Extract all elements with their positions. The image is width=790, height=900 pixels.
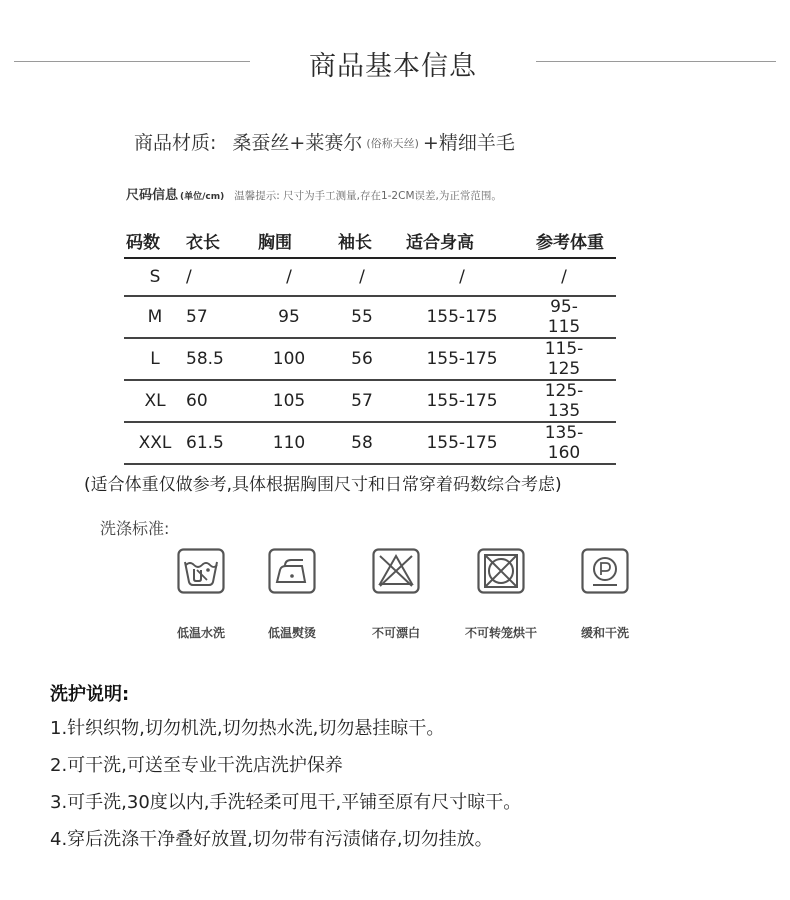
cell-chest: 100	[258, 338, 338, 380]
table-row	[124, 296, 616, 338]
material-value-main: 桑蚕丝+莱赛尔	[232, 132, 363, 154]
table-row	[124, 422, 616, 464]
header-height: 适合身高	[406, 224, 536, 258]
size-info-line	[126, 184, 502, 203]
table-row	[124, 258, 616, 296]
cell-size: S	[124, 258, 186, 296]
cell-length: 61.5	[186, 422, 258, 464]
material-line	[134, 128, 515, 155]
cell-sleeve: 56	[338, 338, 406, 380]
cell-weight: 95-115	[536, 296, 616, 338]
cell-weight: 135-160	[536, 422, 616, 464]
material-value-rest: +精细羊毛	[422, 132, 515, 154]
wash-standard-title: 洗涤标准:	[100, 519, 170, 538]
cell-size: M	[124, 296, 186, 338]
list-item: 4.穿后洗涤干净叠好放置,切勿带有污渍储存,切勿挂放。	[50, 829, 493, 850]
cell-weight: 125-135	[536, 380, 616, 422]
cell-height: /	[406, 258, 536, 296]
cell-chest: /	[258, 258, 338, 296]
symbol-label-tumble: 不可转笼烘干	[464, 626, 537, 640]
cell-weight: 115-125	[536, 338, 616, 380]
cell-chest: 105	[258, 380, 338, 422]
cell-length: 57	[186, 296, 258, 338]
cell-length: /	[186, 258, 258, 296]
care-instructions-list	[50, 714, 521, 862]
low-temp-wash-icon	[177, 548, 225, 594]
material-value	[232, 132, 514, 154]
cell-sleeve: 58	[338, 422, 406, 464]
cell-size: XXL	[124, 422, 186, 464]
list-item: 2.可干洗,可送至专业干洗店洗护保养	[50, 755, 343, 776]
header-sleeve: 袖长	[338, 224, 406, 258]
table-row	[124, 380, 616, 422]
cell-sleeve: /	[338, 258, 406, 296]
size-info-unit: (单位/cm)	[180, 192, 225, 202]
page-title: 商品基本信息	[309, 51, 477, 82]
material-label: 商品材质:	[134, 132, 217, 154]
cell-size: L	[124, 338, 186, 380]
cell-height: 155-175	[406, 296, 536, 338]
cell-length: 58.5	[186, 338, 258, 380]
cell-size: XL	[124, 380, 186, 422]
header-size: 码数	[124, 224, 186, 258]
cell-chest: 110	[258, 422, 338, 464]
cell-height: 155-175	[406, 338, 536, 380]
section-header	[0, 38, 790, 86]
cell-length: 60	[186, 380, 258, 422]
cell-sleeve: 57	[338, 380, 406, 422]
header-chest: 胸围	[258, 224, 338, 258]
symbol-label-wash: 低温水洗	[176, 626, 225, 640]
header-divider-left	[14, 61, 250, 62]
cell-height: 155-175	[406, 422, 536, 464]
list-item: 1.针织织物,切勿机洗,切勿热水洗,切勿悬挂晾干。	[50, 718, 445, 739]
cell-sleeve: 55	[338, 296, 406, 338]
cell-height: 155-175	[406, 380, 536, 422]
table-row	[124, 338, 616, 380]
cell-chest: 95	[258, 296, 338, 338]
header-divider-right	[536, 61, 776, 62]
material-value-note: (俗称天丝)	[366, 137, 419, 150]
low-temp-iron-icon	[268, 548, 316, 594]
care-instructions-title: 洗护说明:	[50, 684, 130, 705]
no-tumble-dry-icon	[477, 548, 525, 594]
header-length: 衣长	[186, 224, 258, 258]
gentle-dry-clean-icon	[581, 548, 629, 594]
cell-weight: /	[536, 258, 616, 296]
weight-note: (适合体重仅做参考,具体根据胸围尺寸和日常穿着码数综合考虑)	[84, 475, 562, 495]
list-item: 3.可手洗,30度以内,手洗轻柔可甩干,平铺至原有尺寸晾干。	[50, 792, 522, 813]
size-info-tip: 温馨提示: 尺寸为手工测量,存在1-2CM误差,为正常范围。	[234, 190, 502, 202]
symbol-label-iron: 低温熨烫	[267, 626, 316, 640]
symbol-label-dry-clean: 缓和干洗	[580, 626, 629, 640]
size-table-header-row	[124, 224, 616, 258]
header-weight: 参考体重	[536, 224, 616, 258]
size-table	[124, 224, 616, 465]
size-info-label: 尺码信息	[126, 188, 179, 203]
symbol-label-bleach: 不可漂白	[371, 626, 420, 640]
no-bleach-icon	[372, 548, 420, 594]
